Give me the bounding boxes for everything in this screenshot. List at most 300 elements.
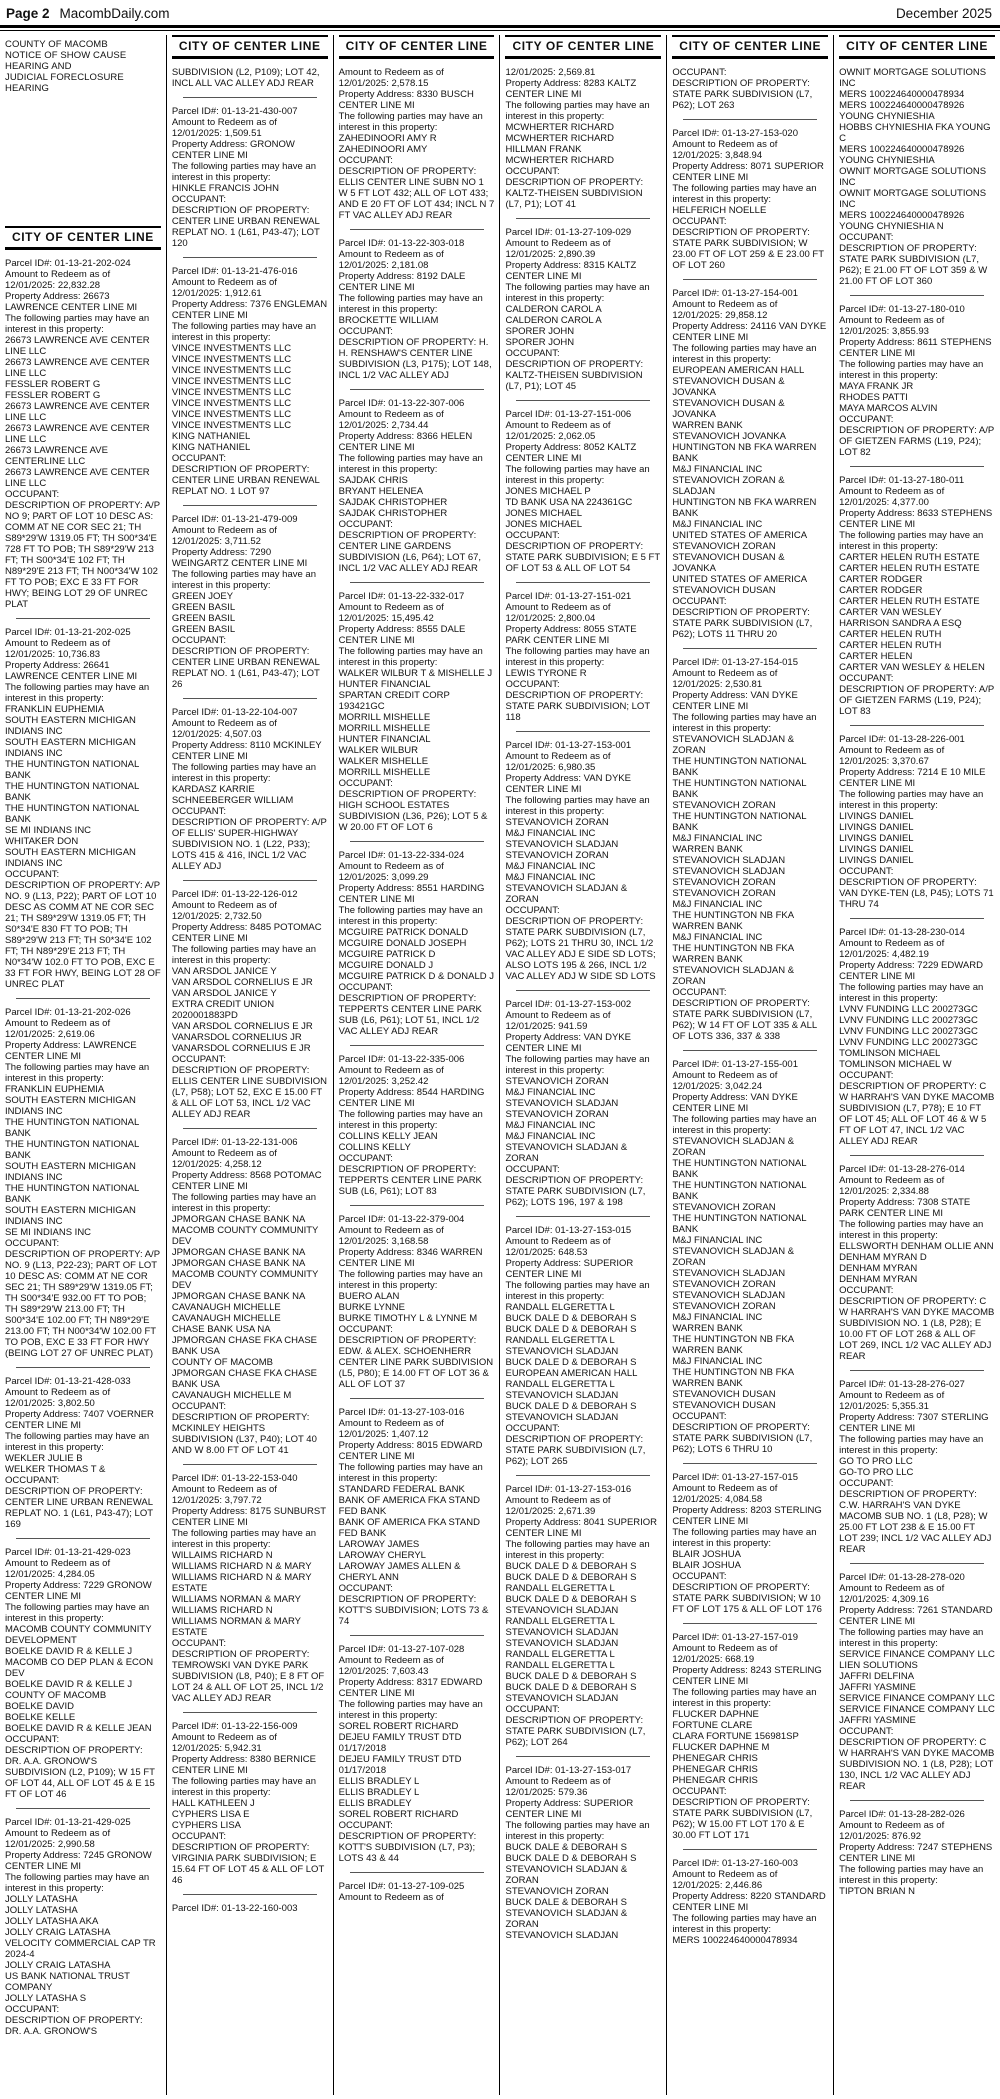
block-separator (683, 1623, 817, 1624)
block-separator (683, 279, 817, 280)
block-separator (350, 229, 484, 230)
text-line: RHODES PATTI (839, 392, 908, 403)
site-name[interactable]: MacombDaily.com (59, 6, 170, 21)
text-line: Parcel ID#: 01-13-27-153-017 (505, 1765, 632, 1776)
text-line: Amount to Redeem as of 12/01/2025: 3,855.93 (839, 315, 945, 337)
text-line: VINCE INVESTMENTS LLC (171, 387, 292, 398)
text-line: DESCRIPTION OF PROPERTY: ELLIS CENTER LINE SUBDIVISION (L7, P58); LOT 52, EXC E 15.00 FT & ALL OF LOT 53, INCL 1/2 VAC ALLEY ADJ REAR (171, 1065, 328, 1120)
text-line: DESCRIPTION OF PROPERTY: KOTT'S SUBDIVISION (L7, P3); LOTS 43 & 44 (338, 1831, 477, 1864)
text-line: The following parties may have an interest in this property: (338, 453, 483, 475)
text-line: Parcel ID#: 01-13-27-180-011 (839, 475, 965, 486)
text-line: GO TO PRO LLC (839, 1456, 913, 1467)
text-line: STEVANOVICH ZORAN (505, 817, 609, 828)
text-line: CARTER HELEN RUTH (839, 629, 942, 640)
text-line: Property Address: 8071 SUPERIOR CENTER LINE MI (672, 161, 824, 183)
section-header: CITY OF CENTER LINE (339, 35, 495, 59)
block-separator (516, 218, 650, 219)
text-line: CAVANAUGH MICHELLE M (171, 1390, 292, 1401)
text-line: Amount to Redeem as of 12/01/2025: 4,507.03 (171, 718, 277, 740)
text-line: BROCKETTE WILLIAM (338, 315, 439, 326)
block-separator (183, 880, 317, 881)
text-line: Parcel ID#: 01-13-27-153-002 (505, 999, 632, 1010)
text-line: HOBBS CHYNIESHIA FKA YOUNG C (839, 122, 991, 144)
parcel-block (839, 927, 995, 1147)
text-line: OWNIT MORTGAGE SOLUTIONS INC (839, 166, 987, 188)
parcel-block (339, 1214, 495, 1390)
text-line: Parcel ID#: 01-13-28-278-020 (839, 1572, 965, 1583)
text-line: ELLIS BRADLEY L (338, 1776, 420, 1787)
text-line: The following parties may have an interest in this property: (839, 982, 984, 1004)
text-line: Parcel ID#: 01-13-22-156-009 (171, 1721, 298, 1732)
text-line: THE HUNTINGTON NATIONAL BANK (672, 756, 807, 778)
parcel-block (839, 304, 995, 458)
text-line: The following parties may have an interest in this property: (171, 1776, 316, 1798)
parcel-block (505, 227, 661, 392)
text-line: The following parties may have an interest in this property: (338, 1109, 483, 1131)
text-line: CARTER HELEN RUTH ESTATE (839, 596, 980, 607)
text-line: TIPTON BRIAN N (839, 1886, 915, 1897)
block-separator (516, 1756, 650, 1757)
text-line: The following parties may have an interest in this property: (839, 1864, 984, 1886)
text-line: SOUTH EASTERN MICHIGAN INDIANS INC (5, 715, 136, 737)
text-line: 26673 LAWRENCE AVE CENTER LINE LLC (5, 401, 150, 423)
text-line: STEVANOVICH SLADJAN & ZORAN (672, 1136, 795, 1158)
text-line: Property Address: 7376 ENGLEMAN CENTER LINE MI (171, 299, 328, 321)
text-line: Amount to Redeem as of 12/01/2025: 7,603.43 (338, 1655, 444, 1677)
text-line: STEVANOVICH ZORAN & SLADJAN (672, 475, 785, 497)
block-separator (183, 505, 317, 506)
text-line: STEVANOVICH ZORAN (672, 888, 776, 899)
text-line: Property Address: 7308 STATE PARK CENTER LINE MI (839, 1197, 971, 1219)
text-line: BUCK DALE D & DEBORAH S (505, 1671, 637, 1682)
block-separator (683, 648, 817, 649)
text-line: The following parties may have an interest in this property: (505, 464, 650, 486)
text-line: Amount to Redeem as of 12/01/2025: 5,355.31 (839, 1390, 945, 1412)
text-line: SPARTAN CREDIT CORP 193421GC (338, 690, 450, 712)
text-line: Amount to Redeem as of 12/01/2025: 3,252.42 (338, 1065, 444, 1087)
parcel-block (505, 409, 661, 574)
text-line: Amount to Redeem as of 12/01/2025: 2,734.44 (338, 409, 444, 431)
text-line: Property Address: 7229 EDWARD CENTER LINE MI (839, 960, 983, 982)
text-line: BUCK DALE D & DEBORAH S (505, 1401, 637, 1412)
text-line: VAN ARSDOL JANICE Y (171, 988, 277, 999)
text-line: EUROPEAN AMERICAN HALL (672, 365, 805, 376)
text-line: STEVANOVICH SLADJAN (672, 855, 786, 866)
text-line: Amount to Redeem as of 12/01/2025: 2,800.04 (505, 602, 611, 624)
text-line: MORRILL MISHELLE (338, 712, 431, 723)
text-line: STEVANOVICH SLADJAN (505, 1638, 619, 1649)
text-line: M&J FINANCIAL INC (672, 1235, 763, 1246)
parcel-block (172, 514, 328, 690)
block-separator (683, 1463, 817, 1464)
text-line: COLLINS KELLY (338, 1142, 411, 1153)
text-line: Amount to Redeem as of 12/01/2025: 4,309.16 (839, 1583, 945, 1605)
parcel-block (172, 1473, 328, 1704)
text-line: DESCRIPTION OF PROPERTY: KOTT'S SUBDIVISION; LOTS 73 & 74 (338, 1594, 489, 1627)
text-line: 12/01/2025: 2,569.81 (505, 67, 596, 78)
text-line: Property Address: 8055 STATE PARK CENTER LINE MI (505, 624, 637, 646)
block-separator (516, 1216, 650, 1217)
text-line: Property Address: 8366 HELEN CENTER LINE MI (338, 431, 473, 453)
text-line: STEVANOVICH ZORAN (672, 800, 776, 811)
text-line: STEVANOVICH ZORAN (672, 1279, 776, 1290)
text-line: DESCRIPTION OF PROPERTY: DR. A.A. GRONOW'S (5, 2015, 143, 2037)
text-line: TOMLINSON MICHAEL W (839, 1059, 952, 1070)
notice-column-1 (0, 35, 166, 2095)
text-line: LIVINGS DANIEL (839, 811, 914, 822)
text-line: Amount to Redeem as of 12/01/2025: 648.53 (505, 1236, 611, 1258)
text-line: BANK OF AMERICA FKA STAND FED BANK (338, 1495, 480, 1517)
text-line: HUNTER FINANCIAL (338, 679, 431, 690)
parcel-block (339, 1881, 495, 1903)
text-line: STEVANOVICH SLADJAN (505, 1098, 619, 1109)
notice-column-3 (333, 35, 500, 2095)
text-line: Parcel ID#: 01-13-21-430-007 (171, 106, 298, 117)
text-line: Parcel ID#: 01-13-28-276-014 (839, 1164, 965, 1175)
text-line: Parcel ID#: 01-13-27-151-021 (505, 591, 632, 602)
text-line: The following parties may have an interest in this property: (505, 282, 650, 304)
text-line: SPORER JOHN (505, 326, 575, 337)
text-line: MCGUIRE DONALD J (338, 960, 434, 971)
text-line: STEVANOVICH JOVANKA (672, 431, 786, 442)
text-line: LAROWAY JAMES (338, 1539, 420, 1550)
text-line: The following parties may have an interest in this property: (839, 359, 984, 381)
text-line: THE HUNTINGTON NATIONAL BANK (5, 781, 139, 803)
text-line: MCGUIRE PATRICK D (338, 949, 436, 960)
text-line: The following parties may have an interest in this property: (338, 111, 483, 133)
text-line: THE HUNTINGTON NATIONAL BANK (672, 811, 807, 833)
text-line: The following parties may have an interest in this property: (505, 1054, 650, 1076)
text-line: OCCUPANT: (839, 232, 894, 243)
text-line: Amount to Redeem as of 12/01/2025: 3,168.58 (338, 1225, 444, 1247)
parcel-block (672, 1472, 828, 1615)
text-line: Amount to Redeem as of 12/01/2025: 1,509.51 (171, 117, 277, 139)
text-line: JUDICIAL FORECLOSURE (5, 72, 124, 83)
text-line: Parcel ID#: 01-13-22-335-006 (338, 1054, 465, 1065)
block-separator (350, 1872, 484, 1873)
text-line: Property Address: SUPERIOR CENTER LINE MI (505, 1798, 634, 1820)
text-line: STEVANOVICH SLADJAN & ZORAN (672, 1246, 795, 1268)
text-line: OCCUPANT: (672, 1571, 727, 1582)
text-line: THE HUNTINGTON NATIONAL BANK (672, 778, 807, 800)
text-line: Amount to Redeem as of 12/01/2025: 2,619.06 (5, 1018, 111, 1040)
parcel-block (672, 1858, 828, 1946)
text-line: OCCUPANT: (171, 1054, 227, 1065)
parcel-block (672, 288, 828, 640)
text-line: DESCRIPTION OF PROPERTY: CENTER LINE URBAN RENEWAL REPLAT NO. 1 (L61, P43-47); LOT 120 (171, 205, 320, 249)
parcel-block (339, 591, 495, 833)
text-line: Parcel ID#: 01-13-27-109-029 (505, 227, 632, 238)
text-line: HUNTER FINANCIAL (338, 734, 431, 745)
text-line: SOUTH EASTERN MICHIGAN INDIANS INC (5, 1161, 136, 1183)
text-line: HEARING AND (5, 61, 72, 72)
text-line: OCCUPANT: (5, 1734, 60, 1745)
text-line: PHENEGAR CHRIS (672, 1753, 758, 1764)
text-line: DESCRIPTION OF PROPERTY: H. H. RENSHAW'S CENTER LINE SUBDIVISION (L3, P175); LOT 148, INCL 1/2 VAC ALLEY ADJ (338, 337, 492, 381)
text-line: ZAHEDINOORI AMY R (338, 133, 437, 144)
text-line: Property Address: 8544 HARDING CENTER LINE MI (338, 1087, 485, 1109)
page-number-label: Page 2 (6, 6, 50, 21)
text-line: Parcel ID#: 01-13-27-157-015 (672, 1472, 798, 1483)
text-line: Property Address: 8315 KALTZ CENTER LINE MI (505, 260, 637, 282)
text-line: STEVANOVICH ZORAN (672, 1301, 776, 1312)
text-line: NOTICE OF SHOW CAUSE (5, 50, 127, 61)
text-line: OCCUPANT: (171, 453, 227, 464)
text-line: DESCRIPTION OF PROPERTY: KALTZ-THEISEN SUBDIVISION (L7, P1); LOT 45 (505, 359, 644, 392)
text-line: THE HUNTINGTON NB FKA WARREN BANK (672, 943, 794, 965)
text-line: SOREL ROBERT RICHARD (338, 1809, 459, 1820)
text-line: WALKER WILBUR T & MISHELLE J (338, 668, 493, 679)
text-line: WARREN BANK (672, 1323, 743, 1334)
block-separator (350, 1635, 484, 1636)
text-line: JONES MICHAEL (505, 519, 583, 530)
text-line: OCCUPANT: (338, 519, 393, 530)
text-line: STEVANOVICH DUSAN (672, 1389, 776, 1400)
text-line: MAYA MARCOS ALVIN (839, 403, 938, 414)
parcel-block (505, 1765, 661, 1941)
text-line: LVNV FUNDING LLC 200273GC (839, 1026, 978, 1037)
text-line: VINCE INVESTMENTS LLC (171, 376, 292, 387)
parcel-block (339, 1644, 495, 1864)
text-line: Amount to Redeem as of 12/01/2025: 3,711.52 (171, 525, 277, 547)
parcel-block (505, 999, 661, 1208)
text-line: Amount to Redeem as of 12/01/2025: 2,334.88 (839, 1175, 945, 1197)
text-line: Amount to Redeem as of 12/01/2025: 1,912.61 (171, 277, 277, 299)
text-line: Property Address: 8052 KALTZ CENTER LINE MI (505, 442, 637, 464)
text-line: THE HUNTINGTON NATIONAL BANK (5, 1139, 139, 1161)
text-line: CAVANAUGH MICHELLE (171, 1313, 281, 1324)
text-line: The following parties may have an interest in this property: (338, 646, 483, 668)
text-line: OCCUPANT: (171, 806, 227, 817)
text-line: DESCRIPTION OF PROPERTY: CENTER LINE URBAN RENEWAL REPLAT NO. 1 (L61, P43-47); LOT 26 (171, 646, 320, 690)
text-line: BOELKE KELLE (5, 1712, 76, 1723)
text-line: BRYANT HELENEA (338, 486, 424, 497)
parcel-block (505, 1225, 661, 1467)
text-line: DESCRIPTION OF PROPERTY: A/P OF GIETZEN FARMS (L19, P24); LOT 82 (839, 425, 994, 458)
text-line: GREEN JOEY (171, 591, 234, 602)
parcel-block (172, 889, 328, 1120)
parcel-block (505, 67, 661, 210)
text-line: CYPHERS LISA (171, 1820, 241, 1831)
parcel-block (672, 657, 828, 1042)
text-line: GO-TO PRO LLC (839, 1467, 914, 1478)
text-line: The following parties may have an interest in this property: (171, 944, 316, 966)
text-line: JPMORGAN CHASE BANK NA (171, 1214, 306, 1225)
text-line: DESCRIPTION OF PROPERTY: STATE PARK SUBDIVISION (L7, P62); E 21.00 FT OF LOT 359 & W 21.00 FT OF LOT 360 (839, 243, 988, 287)
text-line: STEVANOVICH ZORAN (672, 1202, 776, 1213)
section-header: CITY OF CENTER LINE (672, 35, 828, 59)
text-line: VINCE INVESTMENTS LLC (171, 343, 292, 354)
text-line: JONES MICHAEL (505, 508, 583, 519)
text-line: BOELKE DAVID R & KELLE J (5, 1646, 133, 1657)
text-line: RANDALL ELGERETTA L (505, 1649, 615, 1660)
parcel-block (839, 67, 995, 287)
text-line: LVNV FUNDING LLC 200273GC (839, 1015, 978, 1026)
text-line: VINCE INVESTMENTS LLC (171, 420, 292, 431)
text-line: The following parties may have an interest in this property: (839, 1219, 984, 1241)
block-separator (683, 1849, 817, 1850)
text-line: STEVANOVICH SLADJAN & ZORAN (505, 1142, 628, 1164)
text-line: MERS 100224640000478934 (672, 1935, 798, 1946)
text-line: ELLSWORTH DENHAM OLLIE ANN (839, 1241, 994, 1252)
block-separator (683, 119, 817, 120)
text-line: Property Address: 8633 STEPHENS CENTER LINE MI (839, 508, 993, 530)
text-line: Property Address: VAN DYKE CENTER LINE MI (505, 1032, 631, 1054)
text-line: Property Address: 7214 E 10 MILE CENTER LINE MI (839, 767, 986, 789)
text-line: JOLLY CRAIG LATASHA (5, 1927, 111, 1938)
text-line: DENHAM MYRAN (839, 1263, 918, 1274)
parcel-block (339, 1054, 495, 1197)
text-line: CLARA FORTUNE 156981SP (672, 1731, 799, 1742)
parcel-block (172, 1721, 328, 1886)
text-line: DESCRIPTION OF PROPERTY: VIRGINIA PARK SUBDIVISION; E 15.64 FT OF LOT 45 & ALL OF LOT 46 (171, 1842, 325, 1886)
text-line: OCCUPANT: (672, 987, 727, 998)
text-line: Property Address: 8015 EDWARD CENTER LINE MI (338, 1440, 483, 1462)
text-line: COLLINS KELLY JEAN (338, 1131, 438, 1142)
text-line: STEVANOVICH ZORAN (505, 1076, 609, 1087)
text-line: DESCRIPTION OF PROPERTY: TEPPERTS CENTER LINE PARK SUB (L6, P61); LOT 51, INCL 1/2 VAC ALLEY ADJ REAR (338, 993, 482, 1037)
text-line: DESCRIPTION OF PROPERTY: C W HARRAH'S VAN DYKE MACOMB SUBDIVISION NO. 1 (L8, P28); LOT 130, INCL 1/2 VAC ALLEY ADJ REAR (839, 1737, 995, 1792)
block-separator (516, 400, 650, 401)
text-line: The following parties may have an interest in this property: (5, 1602, 150, 1624)
text-line: DESCRIPTION OF PROPERTY: CENTER LINE GARDENS SUBDIVISION (L6, P64); LOT 67, INCL 1/2 VAC ALLEY ADJ REAR (338, 530, 482, 574)
block-separator (16, 1808, 150, 1809)
text-line: JPMORGAN CHASE BANK NA (171, 1258, 306, 1269)
text-line: OCCUPANT: (171, 1401, 227, 1412)
text-line: STEVANOVICH DUSAN & JOVANKA (672, 376, 785, 398)
text-line: Property Address: 8380 BERNICE CENTER LINE MI (171, 1754, 316, 1776)
text-line: BUCK DALE D & DEBORAH S (505, 1357, 637, 1368)
text-line: Amount to Redeem as of 12/01/2025: 3,370.67 (839, 745, 945, 767)
text-line: WALKER WILBUR (338, 745, 419, 756)
text-line: BUERO ALAN (338, 1291, 400, 1302)
text-line: DESCRIPTION OF PROPERTY: TEMROWSKI VAN DYKE PARK SUBDIVISION (L8, P40); E 8 FT OF LOT 24 & ALL OF LOT 25, INCL 1/2 VAC ALLEY ADJ REAR (171, 1649, 325, 1704)
text-line: Property Address: 7247 STEPHENS CENTER LINE MI (839, 1842, 993, 1864)
text-line: DESCRIPTION OF PROPERTY: STATE PARK SUBDIVISION (L7, P62); LOTS 6 THRU 10 (672, 1422, 813, 1455)
text-line: THE HUNTINGTON NATIONAL BANK (672, 1180, 807, 1202)
text-line: Parcel ID#: 01-13-27-154-001 (672, 288, 798, 299)
notice-column-6 (833, 35, 1000, 2095)
text-line: Property Address: 7307 STERLING CENTER LINE MI (839, 1412, 989, 1434)
text-line: Property Address: VAN DYKE CENTER LINE MI (672, 690, 798, 712)
text-line: STEVANOVICH SLADJAN (672, 1268, 786, 1279)
text-line: CARTER HELEN RUTH ESTATE (839, 563, 980, 574)
text-line: BURKE TIMOTHY L & LYNNE M (338, 1313, 478, 1324)
text-line: MACOMB COUNTY COMMUNITY DEVELOPMENT (5, 1624, 152, 1646)
text-line: FESSLER ROBERT G (5, 379, 101, 390)
text-line: DESCRIPTION OF PROPERTY: HIGH SCHOOL ESTATES SUBDIVISION (L36, P26); LOT 5 & W 20.00 FT OF LOT 6 (338, 789, 488, 833)
text-line: Parcel ID#: 01-13-21-428-033 (5, 1376, 131, 1387)
text-line: VANARSDOL CORNELIUS JR (171, 1032, 302, 1043)
text-line: VAN ARSDOL CORNELIUS E JR (171, 977, 313, 988)
parcel-block (339, 67, 495, 221)
text-line: OCCUPANT: (505, 530, 560, 541)
text-line: Amount to Redeem as of 12/01/2025: 4,482.19 (839, 938, 945, 960)
text-line: Parcel ID#: 01-13-22-104-007 (171, 707, 298, 718)
text-line: KING NATHANIEL (171, 431, 251, 442)
text-line: DESCRIPTION OF PROPERTY: STATE PARK SUBDIVISION (L7, P62); LOT 264 (505, 1715, 646, 1748)
text-line: The following parties may have an interest in this property: (171, 161, 316, 183)
text-line: The following parties may have an interest in this property: (505, 1280, 650, 1302)
text-line: BOELKE DAVID (5, 1701, 74, 1712)
text-line: PHENEGAR CHRIS (672, 1764, 758, 1775)
block-separator (850, 725, 984, 726)
text-line: M&J FINANCIAL INC (672, 464, 763, 475)
text-line: Amount to Redeem as of 12/01/2025: 15,495.42 (338, 602, 444, 624)
text-line: OWNIT MORTGAGE SOLUTIONS INC (839, 188, 987, 210)
text-line: OCCUPANT: (839, 1726, 894, 1737)
section-header: CITY OF CENTER LINE (5, 226, 161, 250)
text-line: DESCRIPTION OF PROPERTY: STATE PARK SUBDIVISION (L7, P62); LOT 265 (505, 1434, 646, 1467)
text-line: The following parties may have an interest in this property: (839, 789, 984, 811)
text-line: JOLLY LATASHA S (5, 1993, 87, 2004)
text-line: BUCK DALE D & DEBORAH S (505, 1324, 637, 1335)
text-line: Parcel ID#: 01-13-28-226-001 (839, 734, 965, 745)
text-line: Parcel ID#: 01-13-21-476-016 (171, 266, 298, 277)
text-line: MERS 100224640000478926 (839, 100, 965, 111)
parcel-block (839, 734, 995, 910)
text-line: HUNTINGTON NB FKA WARREN BANK (672, 442, 817, 464)
text-line: Amount to Redeem as of 12/01/2025: 4,084.58 (672, 1483, 778, 1505)
text-line: SPORER JOHN (505, 337, 575, 348)
text-line: Amount to Redeem as of 12/01/2025: 2,062.05 (505, 420, 611, 442)
block-separator (183, 1464, 317, 1465)
text-line: UNITED STATES OF AMERICA (672, 530, 808, 541)
text-line: M&J FINANCIAL INC (672, 833, 763, 844)
text-line: DESCRIPTION OF PROPERTY: MCKINLEY HEIGHTS SUBDIVISION (L37, P40); LOT 40 AND W 8.00 FT OF LOT 41 (171, 1412, 317, 1456)
text-line: BOELKE DAVID R & KELLE JEAN (5, 1723, 152, 1734)
text-line: STEVANOVICH DUSAN (672, 1400, 776, 1411)
text-line: The following parties may have an interest in this property: (5, 1431, 150, 1453)
text-line: THE HUNTINGTON NATIONAL BANK (5, 1117, 139, 1139)
text-line: DESCRIPTION OF PROPERTY: A/P OF GIETZEN FARMS (L19, P24); LOT 83 (839, 684, 994, 717)
text-line: RANDALL ELGERETTA L (505, 1302, 615, 1313)
text-line: DESCRIPTION OF PROPERTY: VAN DYKE-TEN (L8, P45); LOTS 71 THRU 74 (839, 877, 994, 910)
block-separator (516, 1475, 650, 1476)
text-line: GREEN BASIL (171, 624, 236, 635)
text-line: STEVANOVICH ZORAN (505, 850, 609, 861)
text-line: STEVANOVICH SLADJAN (505, 1412, 619, 1423)
text-line: Property Address: 8220 STANDARD CENTER LINE MI (672, 1891, 826, 1913)
text-line: Amount to Redeem as of 12/01/2025: 2,578.15 (338, 67, 444, 89)
block-separator (350, 389, 484, 390)
text-line: JPMORGAN CHASE BANK NA (171, 1247, 306, 1258)
text-line: The following parties may have an interest in this property: (5, 1872, 150, 1894)
parcel-block (505, 1484, 661, 1748)
block-separator (850, 1563, 984, 1564)
text-line: VINCE INVESTMENTS LLC (171, 398, 292, 409)
parcel-block (5, 1817, 161, 2037)
text-line: BUCK DALE D & DEBORAH S (505, 1561, 637, 1572)
text-line: US BANK NATIONAL TRUST COMPANY (5, 1971, 130, 1993)
text-line: SE MI INDIANS INC (5, 1227, 92, 1238)
text-line: OCCUPANT: (839, 414, 894, 425)
text-line: Parcel ID#: 01-13-27-155-001 (672, 1059, 798, 1070)
text-line: Parcel ID#: 01-13-22-307-006 (338, 398, 465, 409)
text-line: M&J FINANCIAL INC (672, 519, 763, 530)
text-line: LVNV FUNDING LLC 200273GC (839, 1004, 978, 1015)
text-line: Property Address: 8611 STEPHENS CENTER LINE MI (839, 337, 992, 359)
text-line: Property Address: 24116 VAN DYKE CENTER LINE MI (672, 321, 827, 343)
text-line: MACOMB COUNTY COMMUNITY DEV (171, 1269, 319, 1291)
text-line: YOUNG CHYNIESHIA (839, 155, 935, 166)
text-line: DESCRIPTION OF PROPERTY: A/P NO 9; PART OF LOT 10 DESC AS: COMM AT NE COR SEC 21; TH S89*29'W 1319.05 FT; TH S00*34'E 728 FT TO POB; TH S89*29'W 213 FT; TH S00*34'E 102 FT; TH N89*29'E 213 FT; TH N00*34'W 102 FT TO POB; EXC E 33 FT FOR HWY; BEING LOT 29 OF UNREC PLAT (5, 500, 160, 610)
text-line: WILLIAMS RICHARD N & MARY ESTATE (171, 1572, 312, 1594)
text-line: STEVANOVICH SLADJAN & ZORAN (672, 734, 795, 756)
text-line: Amount to Redeem as of 12/01/2025: 941.59 (505, 1010, 611, 1032)
text-line: OCCUPANT: (338, 1153, 393, 1164)
text-line: Parcel ID#: 01-13-21-429-025 (5, 1817, 131, 1828)
